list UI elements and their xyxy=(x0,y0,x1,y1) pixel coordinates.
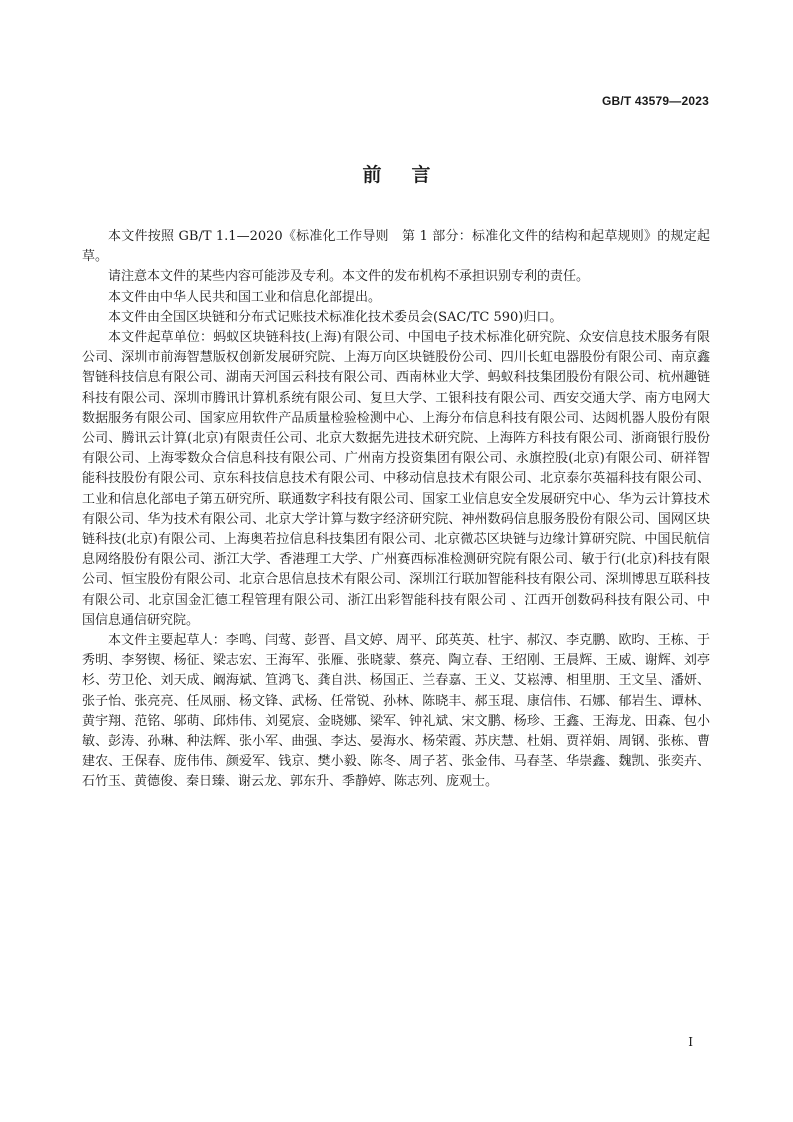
paragraph-patent-notice: 请注意本文件的某些内容可能涉及专利。本文件的发布机构不承担识别专利的责任。 xyxy=(108,269,590,285)
paragraph-drafters: 本文件主要起草人：李鸣、闫莺、彭晋、昌文婷、周平、邱英英、杜宇、郝汉、李克鹏、欧昀、王栋、于秀明、李努锲、杨征、梁志宏、王海军、张雁、张晓蒙、蔡亮、陶立春、王绍刚、王晨辉、王威、谢辉、刘亭杉、劳卫伦、刘天成、阚海斌、笪鸿飞、龚自洪、杨国正、兰春嘉、王义、艾崧溥、相里朋、王文呈、潘妍、张子怡、张亮亮、任凤丽、杨文锋、武杨、任常锐、孙林、陈晓丰、郝玉琨、康信伟、石娜、郁岩生、谭林、黄宇翔、范铭、邬萌、邱炜伟、刘冕宸、金晓娜、梁军、钟礼斌、宋文鹏、杨珍、王鑫、王海龙、田森、包小敏、彭涛、孙琳、种法辉、张小军、曲强、李达、晏海水、杨荣霞、苏庆慧、杜娟、贾祥娟、周钢、张栋、曹建农、王保春、庞伟伟、颜爱军、钱京、樊小毅、陈冬、周子茗、张金伟、马春茎、华崇鑫、魏凯、张奕卉、石竹玉、黄德俊、秦日臻、谢云龙、郭东升、季静婷、陈志列、庞观士。 xyxy=(82,633,710,790)
paragraph-proposer: 本文件由中华人民共和国工业和信息化部提出。 xyxy=(108,289,382,305)
foreword-body xyxy=(82,227,710,793)
page-number: I xyxy=(688,1035,693,1049)
page-title: 前言 xyxy=(362,164,461,186)
paragraph-technical-committee: 本文件由全国区块链和分布式记账技术标准化技术委员会(SAC/TC 590)归口。 xyxy=(108,309,563,325)
paragraph-drafting-organizations: 本文件起草单位：蚂蚁区块链科技(上海)有限公司、中国电子技术标准化研究院、众安信息技术服务有限公司、深圳市前海智慧版权创新发展研究院、上海万向区块链股份公司、四川长虹电器股份有限公司、南京鑫智链科技信息有限公司、湖南天河国云科技有限公司、西南林业大学、蚂蚁科技集团股份有限公司、杭州趣链科技有限公司、深圳市腾讯计算机系统有限公司、复旦大学、工银科技有限公司、西安交通大学、南方电网大数据服务有限公司、国家应用软件产品质量检验检测中心、上海分布信息科技有限公司、达闼机器人股份有限公司、腾讯云计算(北京)有限责任公司、北京大数据先进技术研究院、上海阵方科技有限公司、浙商银行股份有限公司、上海零数众合信息科技有限公司、广州南方投资集团有限公司、永旗控股(北京)有限公司、研祥智能科技股份有限公司、京东科技信息技术有限公司、中移动信息技术有限公司、北京泰尔英福科技有限公司、工业和信息化部电子第五研究所、联通数字科技有限公司、国家工业信息安全发展研究中心、华为云计算技术有限公司、华为技术有限公司、北京大学计算与数字经济研究院、神州数码信息服务股份有限公司、国网区块链科技(北京)有限公司、上海奥若拉信息科技集团有限公司、北京微芯区块链与边缘计算研究院、中国民航信息网络股份有限公司、浙江大学、香港理工大学、广州赛西标准检测研究院有限公司、敏于行(北京)科技有限公司、恒宝股份有限公司、北京合思信息技术有限公司、深圳江行联加智能科技有限公司、深圳博思互联科技有限公司、北京国金汇德工程管理有限公司、浙江出彩智能科技有限公司 、江西开创数码科技有限公司、中国信息通信研究院。 xyxy=(82,330,710,628)
standard-code: GB/T 43579—2023 xyxy=(601,94,709,108)
paragraph-drafting-rules: 本文件按照 GB/T 1.1—2020《标准化工作导则 第 1 部分：标准化文件的结构和起草规则》的规定起草。 xyxy=(82,229,710,265)
